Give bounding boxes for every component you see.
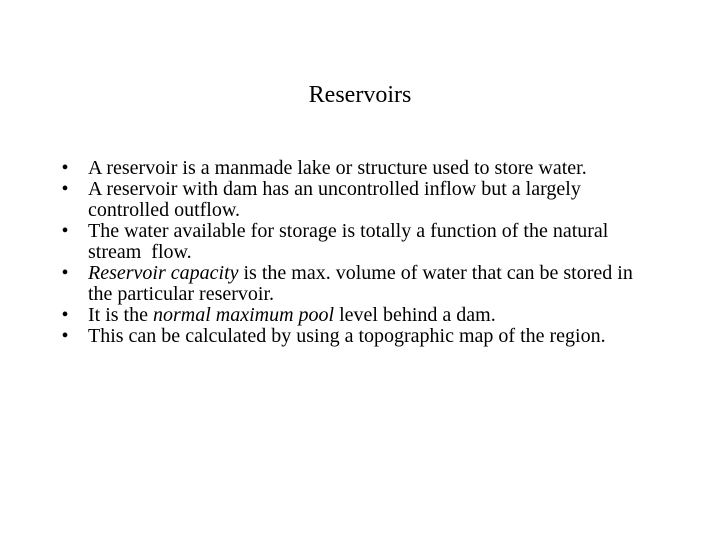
bullet-icon: • [61, 220, 69, 242]
slide-title-text: Reservoirs [308, 82, 412, 108]
bullet-text-italic: Reservoir capacity [88, 262, 239, 284]
bullet-text-part: A reservoir with dam has an uncontrolled inflow but a largely controlled outflow. [88, 178, 581, 221]
bullet-text-italic: normal maximum pool [153, 304, 335, 326]
bullet-text-part: is the max. volume of water that can be stored in the particular reservoir. [88, 262, 638, 305]
bullet-text-part: This can be calculated by using a topographic map of the region. [88, 325, 606, 347]
bullet-text [88, 304, 496, 326]
bullet-text-part: A reservoir is a manmade lake or structure used to store water. [88, 157, 587, 179]
bullet-text-part: level behind a dam. [334, 304, 496, 326]
bullet-icon: • [61, 178, 69, 200]
bullet-text [88, 178, 581, 221]
bullet-item [58, 158, 658, 179]
bullet-icon: • [61, 325, 69, 347]
bullet-text [88, 325, 606, 347]
bullet-text [88, 220, 613, 263]
bullet-text-part: The water available for storage is totally a function of the natural stream flow. [88, 220, 614, 263]
bullet-list [58, 158, 658, 347]
bullet-text-part: It is the [88, 304, 153, 326]
bullet-item [58, 305, 658, 326]
slide-title [0, 78, 720, 112]
bullet-item [58, 179, 658, 221]
bullet-item [58, 221, 658, 263]
bullet-item [58, 326, 658, 347]
bullet-icon: • [61, 262, 69, 284]
bullet-icon: • [61, 157, 69, 179]
bullet-icon: • [61, 304, 69, 326]
bullet-text [88, 157, 587, 179]
bullet-item [58, 263, 658, 305]
bullet-text [88, 262, 638, 305]
